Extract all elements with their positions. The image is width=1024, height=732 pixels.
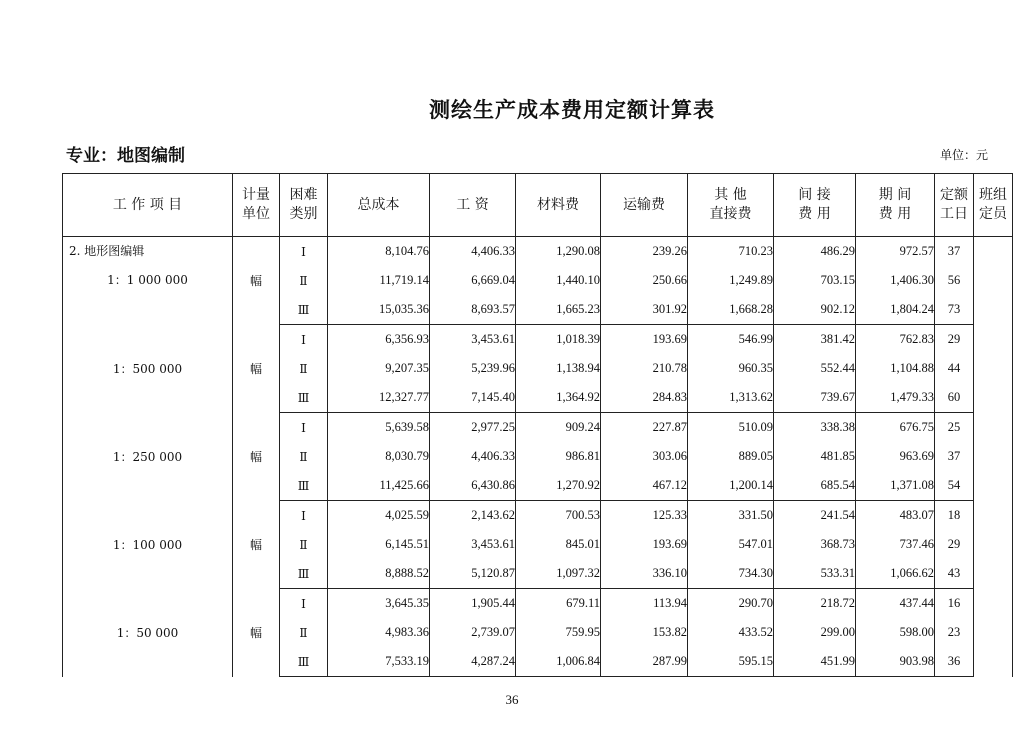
materials-cell: 679.11 xyxy=(516,589,601,619)
period-cell: 1,066.62 xyxy=(856,559,935,589)
materials-cell: 1,097.32 xyxy=(516,559,601,589)
materials-cell: 1,665.23 xyxy=(516,295,601,325)
other-direct-cell: 1,249.89 xyxy=(688,266,774,295)
difficulty-class-cell: Ⅲ xyxy=(280,559,328,589)
indirect-cell: 703.15 xyxy=(774,266,856,295)
quota-days-cell: 44 xyxy=(935,354,974,383)
header-period-line2: 费 用 xyxy=(878,206,912,222)
wages-cell: 1,905.44 xyxy=(430,589,516,619)
header-item: 工 作 项 目 xyxy=(63,174,233,237)
total-cost-cell: 6,356.93 xyxy=(328,325,430,355)
measure-unit-cell: 幅 xyxy=(233,325,280,413)
total-cost-cell: 5,639.58 xyxy=(328,413,430,443)
wages-cell: 2,739.07 xyxy=(430,618,516,647)
team-staff-cell xyxy=(974,589,1013,677)
transport-cell: 239.26 xyxy=(601,237,688,267)
measure-unit-cell: 幅 xyxy=(233,413,280,501)
measure-unit-cell: 幅 xyxy=(233,237,280,325)
wages-cell: 3,453.61 xyxy=(430,530,516,559)
materials-cell: 1,138.94 xyxy=(516,354,601,383)
section-heading: 2. 地形图编辑 xyxy=(69,244,145,258)
period-cell: 762.83 xyxy=(856,325,935,355)
wages-cell: 4,287.24 xyxy=(430,647,516,677)
currency-unit-label: 单位：元 xyxy=(939,148,988,162)
table-row xyxy=(63,237,1013,267)
table-row xyxy=(63,325,1013,355)
indirect-cell: 552.44 xyxy=(774,354,856,383)
total-cost-cell: 15,035.36 xyxy=(328,295,430,325)
total-cost-cell: 11,719.14 xyxy=(328,266,430,295)
difficulty-class-cell: Ⅰ xyxy=(280,325,328,355)
header-team-staff-line2: 定员 xyxy=(979,206,1007,222)
scale-item-cell xyxy=(63,413,233,501)
indirect-cell: 481.85 xyxy=(774,442,856,471)
materials-cell: 986.81 xyxy=(516,442,601,471)
other-direct-cell: 546.99 xyxy=(688,325,774,355)
difficulty-class-cell: Ⅱ xyxy=(280,530,328,559)
materials-cell: 1,290.08 xyxy=(516,237,601,267)
materials-cell: 845.01 xyxy=(516,530,601,559)
header-other-direct xyxy=(688,174,774,237)
difficulty-class-cell: Ⅰ xyxy=(280,413,328,443)
other-direct-cell: 290.70 xyxy=(688,589,774,619)
transport-cell: 301.92 xyxy=(601,295,688,325)
table-row xyxy=(63,589,1013,619)
header-quota-days xyxy=(935,174,974,237)
indirect-cell: 486.29 xyxy=(774,237,856,267)
difficulty-class-cell: Ⅱ xyxy=(280,266,328,295)
header-quota-days-line2: 工日 xyxy=(940,206,968,222)
header-indirect-line2: 费 用 xyxy=(798,206,831,222)
total-cost-cell: 11,425.66 xyxy=(328,471,430,501)
difficulty-class-cell: Ⅰ xyxy=(280,501,328,531)
period-cell: 972.57 xyxy=(856,237,935,267)
cost-quota-table xyxy=(62,173,1013,677)
materials-cell: 700.53 xyxy=(516,501,601,531)
quota-days-cell: 37 xyxy=(935,237,974,267)
scale-item-cell xyxy=(63,237,233,325)
team-staff-cell xyxy=(974,501,1013,589)
scale-item-cell xyxy=(63,325,233,413)
team-staff-cell xyxy=(974,237,1013,325)
indirect-cell: 902.12 xyxy=(774,295,856,325)
materials-cell: 1,006.84 xyxy=(516,647,601,677)
period-cell: 598.00 xyxy=(856,618,935,647)
total-cost-cell: 4,983.36 xyxy=(328,618,430,647)
wages-cell: 4,406.33 xyxy=(430,237,516,267)
team-staff-cell xyxy=(974,413,1013,501)
materials-cell: 909.24 xyxy=(516,413,601,443)
measure-unit-cell: 幅 xyxy=(233,589,280,677)
table-row xyxy=(63,413,1013,443)
total-cost-cell: 12,327.77 xyxy=(328,383,430,413)
other-direct-cell: 1,668.28 xyxy=(688,295,774,325)
indirect-cell: 451.99 xyxy=(774,647,856,677)
header-difficulty-line1: 困难 xyxy=(289,187,318,203)
wages-cell: 5,120.87 xyxy=(430,559,516,589)
header-period-line1: 期 间 xyxy=(878,187,912,203)
period-cell: 903.98 xyxy=(856,647,935,677)
header-other-direct-line1: 其 他 xyxy=(714,187,747,203)
quota-days-cell: 54 xyxy=(935,471,974,501)
wages-cell: 3,453.61 xyxy=(430,325,516,355)
quota-days-cell: 16 xyxy=(935,589,974,619)
total-cost-cell: 8,104.76 xyxy=(328,237,430,267)
other-direct-cell: 960.35 xyxy=(688,354,774,383)
transport-cell: 113.94 xyxy=(601,589,688,619)
wages-cell: 7,145.40 xyxy=(430,383,516,413)
transport-cell: 210.78 xyxy=(601,354,688,383)
transport-cell: 336.10 xyxy=(601,559,688,589)
measure-unit-cell: 幅 xyxy=(233,501,280,589)
difficulty-class-cell: Ⅰ xyxy=(280,589,328,619)
header-indirect-line1: 间 接 xyxy=(798,187,831,203)
period-cell: 483.07 xyxy=(856,501,935,531)
period-cell: 963.69 xyxy=(856,442,935,471)
header-indirect xyxy=(774,174,856,237)
quota-days-cell: 37 xyxy=(935,442,974,471)
difficulty-class-cell: Ⅰ xyxy=(280,237,328,267)
table-header-row xyxy=(63,174,1013,237)
quota-days-cell: 18 xyxy=(935,501,974,531)
quota-days-cell: 29 xyxy=(935,325,974,355)
transport-cell: 303.06 xyxy=(601,442,688,471)
header-difficulty xyxy=(280,174,328,237)
quota-days-cell: 25 xyxy=(935,413,974,443)
difficulty-class-cell: Ⅱ xyxy=(280,442,328,471)
header-wages: 工 资 xyxy=(430,174,516,237)
scale-label: 1：50 000 xyxy=(116,626,179,640)
period-cell: 1,104.88 xyxy=(856,354,935,383)
scale-label: 1：100 000 xyxy=(112,538,183,552)
transport-cell: 287.99 xyxy=(601,647,688,677)
wages-cell: 4,406.33 xyxy=(430,442,516,471)
team-staff-cell xyxy=(974,325,1013,413)
header-measure-unit xyxy=(233,174,280,237)
header-team-staff-line1: 班组 xyxy=(979,187,1007,203)
specialty-label: 专业：地图编制 xyxy=(66,146,185,166)
quota-days-cell: 43 xyxy=(935,559,974,589)
period-cell: 737.46 xyxy=(856,530,935,559)
other-direct-cell: 889.05 xyxy=(688,442,774,471)
transport-cell: 193.69 xyxy=(601,530,688,559)
total-cost-cell: 7,533.19 xyxy=(328,647,430,677)
total-cost-cell: 8,888.52 xyxy=(328,559,430,589)
indirect-cell: 533.31 xyxy=(774,559,856,589)
header-period xyxy=(856,174,935,237)
other-direct-cell: 1,313.62 xyxy=(688,383,774,413)
transport-cell: 153.82 xyxy=(601,618,688,647)
table-body xyxy=(63,237,1013,677)
scale-label: 1：500 000 xyxy=(112,362,183,376)
total-cost-cell: 4,025.59 xyxy=(328,501,430,531)
period-cell: 1,479.33 xyxy=(856,383,935,413)
indirect-cell: 218.72 xyxy=(774,589,856,619)
quota-days-cell: 29 xyxy=(935,530,974,559)
transport-cell: 125.33 xyxy=(601,501,688,531)
scale-item-cell xyxy=(63,589,233,677)
materials-cell: 759.95 xyxy=(516,618,601,647)
difficulty-class-cell: Ⅲ xyxy=(280,295,328,325)
quota-days-cell: 73 xyxy=(935,295,974,325)
quota-days-cell: 36 xyxy=(935,647,974,677)
table-row xyxy=(63,501,1013,531)
difficulty-class-cell: Ⅲ xyxy=(280,383,328,413)
total-cost-cell: 9,207.35 xyxy=(328,354,430,383)
indirect-cell: 368.73 xyxy=(774,530,856,559)
header-transport: 运输费 xyxy=(601,174,688,237)
wages-cell: 8,693.57 xyxy=(430,295,516,325)
wages-cell: 2,143.62 xyxy=(430,501,516,531)
quota-days-cell: 56 xyxy=(935,266,974,295)
materials-cell: 1,440.10 xyxy=(516,266,601,295)
transport-cell: 284.83 xyxy=(601,383,688,413)
page-number: 36 xyxy=(505,692,519,707)
transport-cell: 250.66 xyxy=(601,266,688,295)
indirect-cell: 241.54 xyxy=(774,501,856,531)
difficulty-class-cell: Ⅱ xyxy=(280,354,328,383)
header-materials: 材料费 xyxy=(516,174,601,237)
difficulty-class-cell: Ⅲ xyxy=(280,647,328,677)
period-cell: 1,804.24 xyxy=(856,295,935,325)
transport-cell: 193.69 xyxy=(601,325,688,355)
period-cell: 1,406.30 xyxy=(856,266,935,295)
period-cell: 1,371.08 xyxy=(856,471,935,501)
scale-label: 1：1 000 000 xyxy=(107,273,188,287)
page-title: 测绘生产成本费用定额计算表 xyxy=(429,97,715,122)
transport-cell: 467.12 xyxy=(601,471,688,501)
total-cost-cell: 6,145.51 xyxy=(328,530,430,559)
indirect-cell: 338.38 xyxy=(774,413,856,443)
indirect-cell: 299.00 xyxy=(774,618,856,647)
quota-days-cell: 60 xyxy=(935,383,974,413)
period-cell: 676.75 xyxy=(856,413,935,443)
header-difficulty-line2: 类别 xyxy=(289,206,318,222)
scale-item-cell xyxy=(63,501,233,589)
quota-days-cell: 23 xyxy=(935,618,974,647)
wages-cell: 6,430.86 xyxy=(430,471,516,501)
other-direct-cell: 595.15 xyxy=(688,647,774,677)
total-cost-cell: 8,030.79 xyxy=(328,442,430,471)
other-direct-cell: 547.01 xyxy=(688,530,774,559)
header-measure-unit-line1: 计量 xyxy=(242,187,270,203)
wages-cell: 5,239.96 xyxy=(430,354,516,383)
other-direct-cell: 510.09 xyxy=(688,413,774,443)
header-total-cost: 总成本 xyxy=(328,174,430,237)
header-team-staff xyxy=(974,174,1013,237)
wages-cell: 2,977.25 xyxy=(430,413,516,443)
other-direct-cell: 433.52 xyxy=(688,618,774,647)
difficulty-class-cell: Ⅲ xyxy=(280,471,328,501)
indirect-cell: 685.54 xyxy=(774,471,856,501)
materials-cell: 1,364.92 xyxy=(516,383,601,413)
header-measure-unit-line2: 单位 xyxy=(242,206,270,222)
materials-cell: 1,018.39 xyxy=(516,325,601,355)
period-cell: 437.44 xyxy=(856,589,935,619)
other-direct-cell: 710.23 xyxy=(688,237,774,267)
other-direct-cell: 331.50 xyxy=(688,501,774,531)
other-direct-cell: 1,200.14 xyxy=(688,471,774,501)
other-direct-cell: 734.30 xyxy=(688,559,774,589)
difficulty-class-cell: Ⅱ xyxy=(280,618,328,647)
header-quota-days-line1: 定额 xyxy=(940,187,968,203)
header-other-direct-line2: 直接费 xyxy=(709,206,752,222)
wages-cell: 6,669.04 xyxy=(430,266,516,295)
scale-label: 1：250 000 xyxy=(112,450,183,464)
transport-cell: 227.87 xyxy=(601,413,688,443)
indirect-cell: 739.67 xyxy=(774,383,856,413)
indirect-cell: 381.42 xyxy=(774,325,856,355)
materials-cell: 1,270.92 xyxy=(516,471,601,501)
total-cost-cell: 3,645.35 xyxy=(328,589,430,619)
